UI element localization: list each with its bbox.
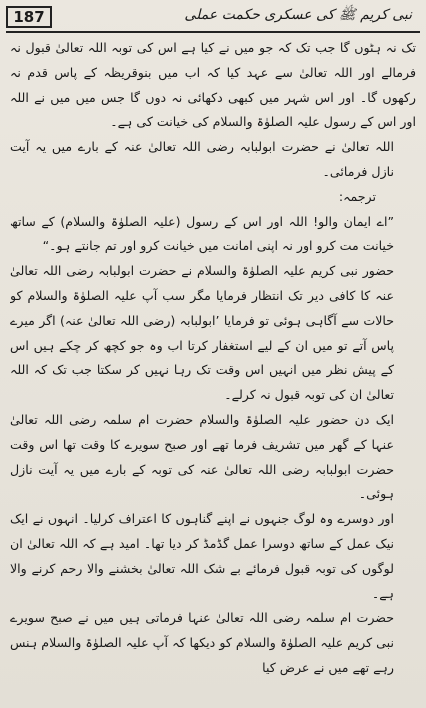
paragraph-5: اور دوسرے وہ لوگ جنہوں نے اپنے گناہوں کا اعتراف کرلیا۔ انہوں نے ایک نیک عمل کے ساتھ دوسرا عمل گڈمڈ کر دیا تھا۔ امید ہے کہ اللہ تعالیٰ ان لوگوں کی توبہ قبول فرمائے بے شک اللہ تعالیٰ بخشنے والا رحم کرنے والا ہے۔	[10, 511, 394, 601]
page-number: 187	[6, 6, 52, 28]
paragraph-6: حضرت ام سلمہ رضی اللہ تعالیٰ عنہا فرماتی ہیں میں نے صبح سویرے نبی کریم علیہ الصلوٰۃ والسلام کو دیکھا کہ آپ علیہ الصلوٰۃ والسلام ہنس رہے تھے میں نے عرض کیا	[10, 610, 394, 675]
paragraph-3: حضور نبی کریم علیہ الصلوٰۃ والسلام نے حضرت ابولبابہ رضی اللہ تعالیٰ عنہ کا کافی دیر تک انتظار فرمایا مگر سب آپ علیہ الصلوٰۃ والسلام کو حالات سے آگاہی ہوئی تو فرمایا ’ابولبابہ (رضی اللہ تعالیٰ عنہ) اگر میرے پاس آتے تو میں ان کے لیے استغفار کرتا اب وہ جو کچھ کر چکے ہیں اس کے پیش نظر میں انہیں اس وقت تک رہا نہیں کر سکتا جب تک کہ اللہ تعالیٰ ان کی توبہ قبول نہ کرلے۔	[10, 263, 394, 403]
translation-heading: ترجمہ:	[338, 188, 376, 204]
page-header	[0, 0, 426, 36]
running-title: نبی کریم ﷺ کی عسکری حکمت عملی	[184, 7, 412, 23]
header-divider	[6, 31, 420, 33]
paragraph-1: تک نہ ہٹوں گا جب تک کہ جو میں نے کیا ہے اس کی توبہ اللہ تعالیٰ قبول نہ فرمالے اور اللہ تعالیٰ سے عہد کیا کہ اب میں بنوقریظہ کے پاس قدم نہ رکھوں گا۔ اور اس شہر میں کبھی دکھائی نہ دوں گا جس میں میں نے اللہ اور اس کے رسول علیہ الصلوٰۃ والسلام کی خیانت کی ہے۔	[10, 40, 416, 130]
paragraph-4: ایک دن حضور علیہ الصلوٰۃ والسلام حضرت ام سلمہ رضی اللہ تعالیٰ عنہا کے گھر میں تشریف فرما تھے اور صبح سویرے کا وقت تھا اس وقت حضرت ابولبابہ رضی اللہ تعالیٰ عنہ کی توبہ کے بارے میں یہ آیت نازل ہوئی۔	[10, 411, 394, 502]
page-body	[10, 36, 416, 706]
verse-translation: ”اے ایمان والو! اللہ اور اس کے رسول (علیہ الصلوٰۃ والسلام) کے ساتھ خیانت مت کرو اور نہ اپنی امانت میں خیانت کرو اور تم جانتے ہو۔“	[10, 213, 394, 254]
paragraph-2: اللہ تعالیٰ نے حضرت ابولبابہ رضی اللہ تعالیٰ عنہ کے بارے میں یہ آیت نازل فرمائی۔	[10, 139, 394, 179]
